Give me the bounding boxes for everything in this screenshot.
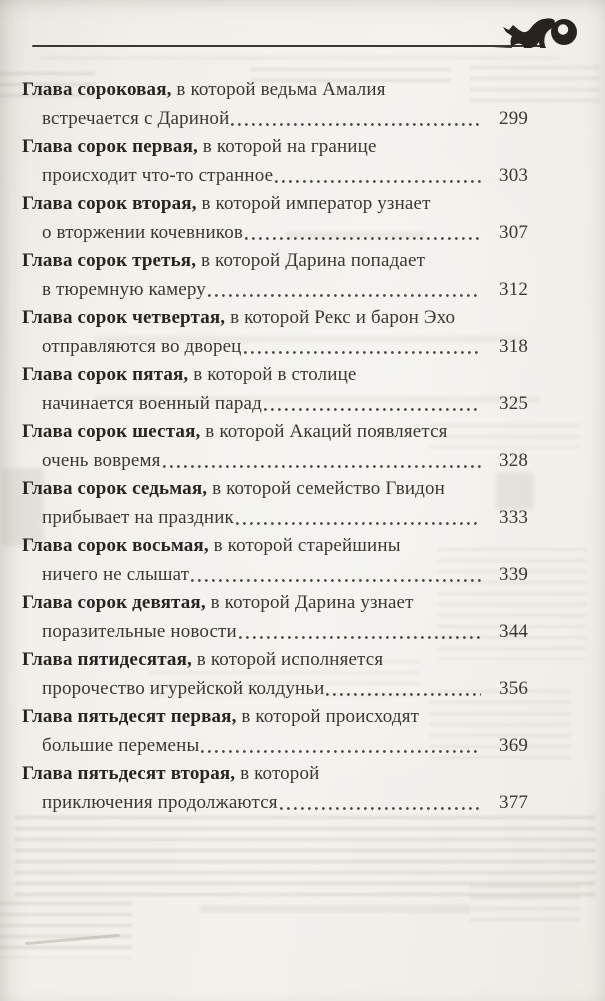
- chapter-description-continued: пророчество игурейской колдуньи: [42, 678, 325, 699]
- toc-entry-continuation-line: [22, 161, 528, 190]
- toc-entry-continuation-line: [22, 503, 528, 532]
- page-number: 325: [499, 393, 528, 414]
- chapter-number-title: Глава сороковая,: [22, 79, 172, 100]
- chapter-description: в которой: [235, 763, 320, 784]
- chapter-number-title: Глава сорок девятая,: [22, 592, 206, 613]
- toc-entry: [22, 418, 528, 475]
- chapter-description-continued: отправляются во дворец: [42, 336, 242, 357]
- dot-leader: [231, 122, 481, 127]
- toc-entry: [22, 475, 528, 532]
- toc-entry: [22, 589, 528, 646]
- chapter-description: в которой Дарина попадает: [196, 250, 426, 271]
- chapter-description-continued: о вторжении кочевников: [42, 222, 243, 243]
- toc-entry: [22, 304, 528, 361]
- toc-entry-continuation-line: [22, 617, 528, 646]
- dot-leader: [191, 578, 481, 583]
- chapter-description-continued: ничего не слышат: [42, 564, 190, 585]
- chapter-description-continued: происходит что-то странное: [42, 165, 274, 186]
- chapter-description-continued: встречается с Дариной: [42, 108, 230, 129]
- toc-entry: [22, 532, 528, 589]
- toc-entry-continuation-line: [22, 560, 528, 589]
- dot-leader: [326, 692, 481, 697]
- chapter-description: в которой старейшины: [208, 535, 401, 556]
- page-number: 377: [499, 792, 528, 813]
- page-number: 312: [499, 279, 528, 300]
- chapter-description: в которой в столице: [188, 364, 357, 385]
- toc-entry-title-line: [22, 589, 528, 617]
- toc-entry: [22, 133, 528, 190]
- toc-entry-title-line: [22, 190, 528, 218]
- bleedthrough-smudge: [200, 905, 470, 913]
- page-number: 307: [499, 222, 528, 243]
- chapter-description-continued: в тюремную камеру: [42, 279, 206, 300]
- chapter-number-title: Глава сорок четвертая,: [22, 307, 226, 328]
- chapter-description: в которой происходят: [236, 706, 420, 727]
- chapter-description: в которой Дарина узнает: [205, 592, 414, 613]
- dot-leader: [280, 806, 481, 811]
- toc-entry-title-line: [22, 646, 528, 674]
- dot-leader: [264, 407, 481, 412]
- page-number: 333: [499, 507, 528, 528]
- page-number: 344: [499, 621, 528, 642]
- chapter-description-continued: приключения продолжаются: [42, 792, 278, 813]
- toc-entry-continuation-line: [22, 674, 528, 703]
- page-number: 369: [499, 735, 528, 756]
- dot-leader: [201, 749, 481, 754]
- dot-leader: [236, 521, 481, 526]
- chapter-description: в которой на границе: [197, 136, 377, 157]
- chapter-number-title: Глава пятьдесят вторая,: [22, 763, 236, 784]
- chapter-description-continued: начинается военный парад: [42, 393, 262, 414]
- toc-entry-continuation-line: [22, 104, 528, 133]
- toc-entry-title-line: [22, 475, 528, 503]
- toc-entry-continuation-line: [22, 446, 528, 475]
- toc-entry-continuation-line: [22, 275, 528, 304]
- page-number: 328: [499, 450, 528, 471]
- toc-entry: [22, 76, 528, 133]
- dot-leader: [245, 236, 481, 241]
- chapter-description-continued: поразительные новости: [42, 621, 237, 642]
- chapter-description: в которой семейство Гвидон: [207, 478, 445, 499]
- toc-entry-title-line: [22, 304, 528, 332]
- chapter-number-title: Глава сорок первая,: [22, 136, 198, 157]
- chapter-number-title: Глава сорок вторая,: [22, 193, 197, 214]
- toc-entry-continuation-line: [22, 218, 528, 247]
- toc-entry-continuation-line: [22, 731, 528, 760]
- toc-entry-title-line: [22, 760, 528, 788]
- page-number: 356: [499, 678, 528, 699]
- chapter-description: в которой исполняется: [191, 649, 384, 670]
- toc-entry: [22, 646, 528, 703]
- dot-leader: [244, 350, 482, 355]
- toc-entry: [22, 703, 528, 760]
- page-number: 339: [499, 564, 528, 585]
- toc-entry-title-line: [22, 361, 528, 389]
- toc-entry: [22, 247, 528, 304]
- toc-entry-title-line: [22, 247, 528, 275]
- chapter-description-continued: прибывает на праздник: [42, 507, 234, 528]
- dot-leader: [275, 179, 481, 184]
- toc-entry-continuation-line: [22, 332, 528, 361]
- bleedthrough-smudge: [40, 56, 560, 60]
- chapter-number-title: Глава сорок седьмая,: [22, 478, 208, 499]
- toc-entry-title-line: [22, 76, 528, 104]
- bleedthrough-smudge: [15, 816, 595, 896]
- page-number: 303: [499, 165, 528, 186]
- toc-entry: [22, 760, 528, 817]
- chapter-number-title: Глава пятидесятая,: [22, 649, 192, 670]
- chapter-description: в которой ведьма Амалия: [171, 79, 386, 100]
- page-number: 299: [499, 108, 528, 129]
- page-number: 318: [499, 336, 528, 357]
- chapter-description-continued: большие перемены: [42, 735, 200, 756]
- toc-entry-title-line: [22, 532, 528, 560]
- chapter-description-continued: очень вовремя: [42, 450, 161, 471]
- dot-leader: [239, 635, 481, 640]
- toc-entry-continuation-line: [22, 389, 528, 418]
- toc-entry-title-line: [22, 418, 528, 446]
- black-cat-icon: [486, 2, 586, 52]
- bleedthrough-smudge: [470, 885, 580, 927]
- chapter-number-title: Глава пятьдесят первая,: [22, 706, 237, 727]
- dot-leader: [208, 293, 481, 298]
- chapter-description: в которой Рекс и барон Эхо: [225, 307, 456, 328]
- bleedthrough-smudge: [0, 902, 132, 958]
- toc-entry-continuation-line: [22, 788, 528, 817]
- paper-crease: [25, 934, 120, 945]
- dot-leader: [163, 464, 481, 469]
- chapter-number-title: Глава сорок третья,: [22, 250, 197, 271]
- header-rule: [32, 45, 543, 47]
- chapter-number-title: Глава сорок пятая,: [22, 364, 189, 385]
- toc-entry-title-line: [22, 703, 528, 731]
- chapter-number-title: Глава сорок восьмая,: [22, 535, 209, 556]
- chapter-description: в которой Акаций появляется: [200, 421, 448, 442]
- chapter-description: в которой император узнает: [196, 193, 431, 214]
- toc-entry-title-line: [22, 133, 528, 161]
- toc-entry: [22, 190, 528, 247]
- toc-entry: [22, 361, 528, 418]
- chapter-number-title: Глава сорок шестая,: [22, 421, 201, 442]
- table-of-contents: [22, 76, 528, 817]
